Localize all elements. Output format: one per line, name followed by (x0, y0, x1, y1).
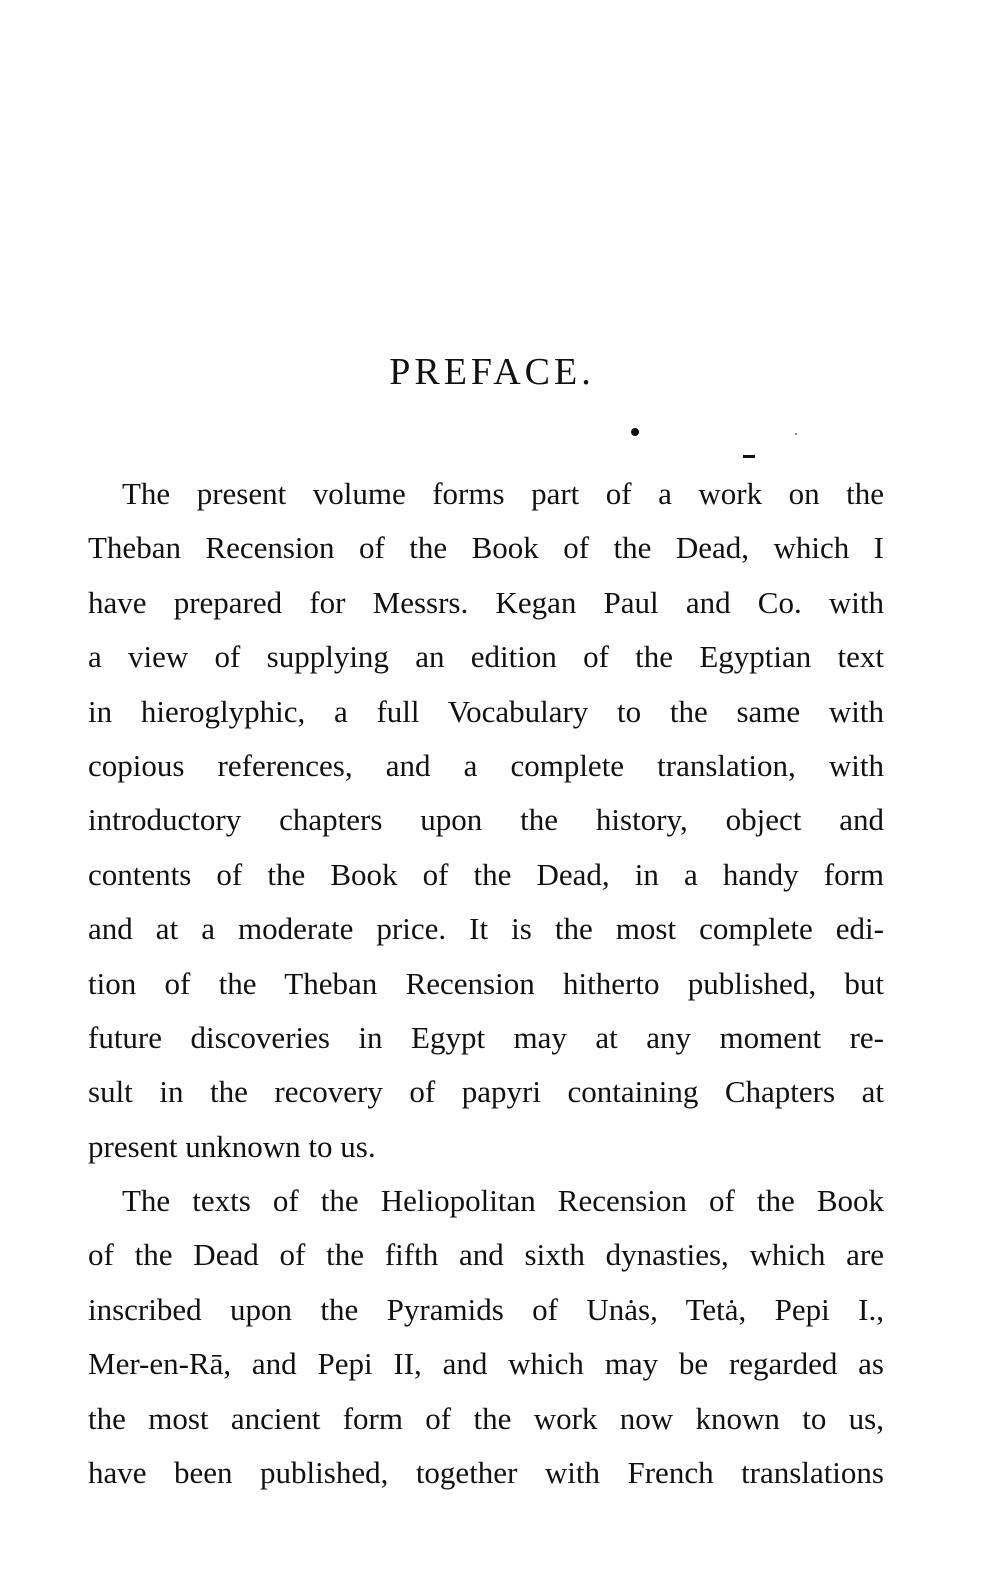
text-line: tion of the Theban Recension hitherto published, but (88, 965, 884, 1001)
text-line: Mer-en-Rā, and Pepi II, and which may be regarded as (88, 1346, 884, 1382)
text-line: The texts of the Heliopolitan Recension of the Book (122, 1183, 884, 1219)
ink-dash (743, 455, 755, 458)
text-line: The present volume forms part of a work on the (122, 476, 884, 511)
paragraph-1 (88, 467, 884, 1174)
text-line: have been published, together with French translations (88, 1455, 884, 1491)
ink-dot (795, 433, 797, 435)
text-line: have prepared for Messrs. Kegan Paul and Co. with (88, 584, 884, 620)
page-title: PREFACE. (389, 351, 595, 393)
text-line: Theban Recension of the Book of the Dead, which I (88, 530, 884, 566)
text-line: introductory chapters upon the history, object and (88, 802, 884, 838)
ink-speck (631, 428, 639, 436)
text-line: present unknown to us. (88, 1128, 376, 1164)
text-line: of the Dead of the fifth and sixth dynasties, which are (88, 1237, 884, 1273)
text-line: future discoveries in Egypt may at any moment re- (88, 1019, 884, 1055)
text-line: sult in the recovery of papyri containing Chapters at (88, 1074, 884, 1110)
text-line: and at a moderate price. It is the most complete edi- (88, 911, 884, 947)
text-line: copious references, and a complete translation, with (88, 747, 884, 783)
text-line: the most ancient form of the work now known to us, (88, 1400, 884, 1436)
text-line: contents of the Book of the Dead, in a handy form (88, 856, 884, 892)
print-specks (0, 0, 984, 470)
paragraph-2 (88, 1174, 884, 1500)
text-line: in hieroglyphic, a full Vocabulary to the same with (88, 693, 884, 729)
text-line: a view of supplying an edition of the Egyptian text (88, 639, 884, 675)
text-line: inscribed upon the Pyramids of Unȧs, Tetȧ, Pepi I., (88, 1291, 884, 1327)
body-text (88, 467, 884, 1500)
